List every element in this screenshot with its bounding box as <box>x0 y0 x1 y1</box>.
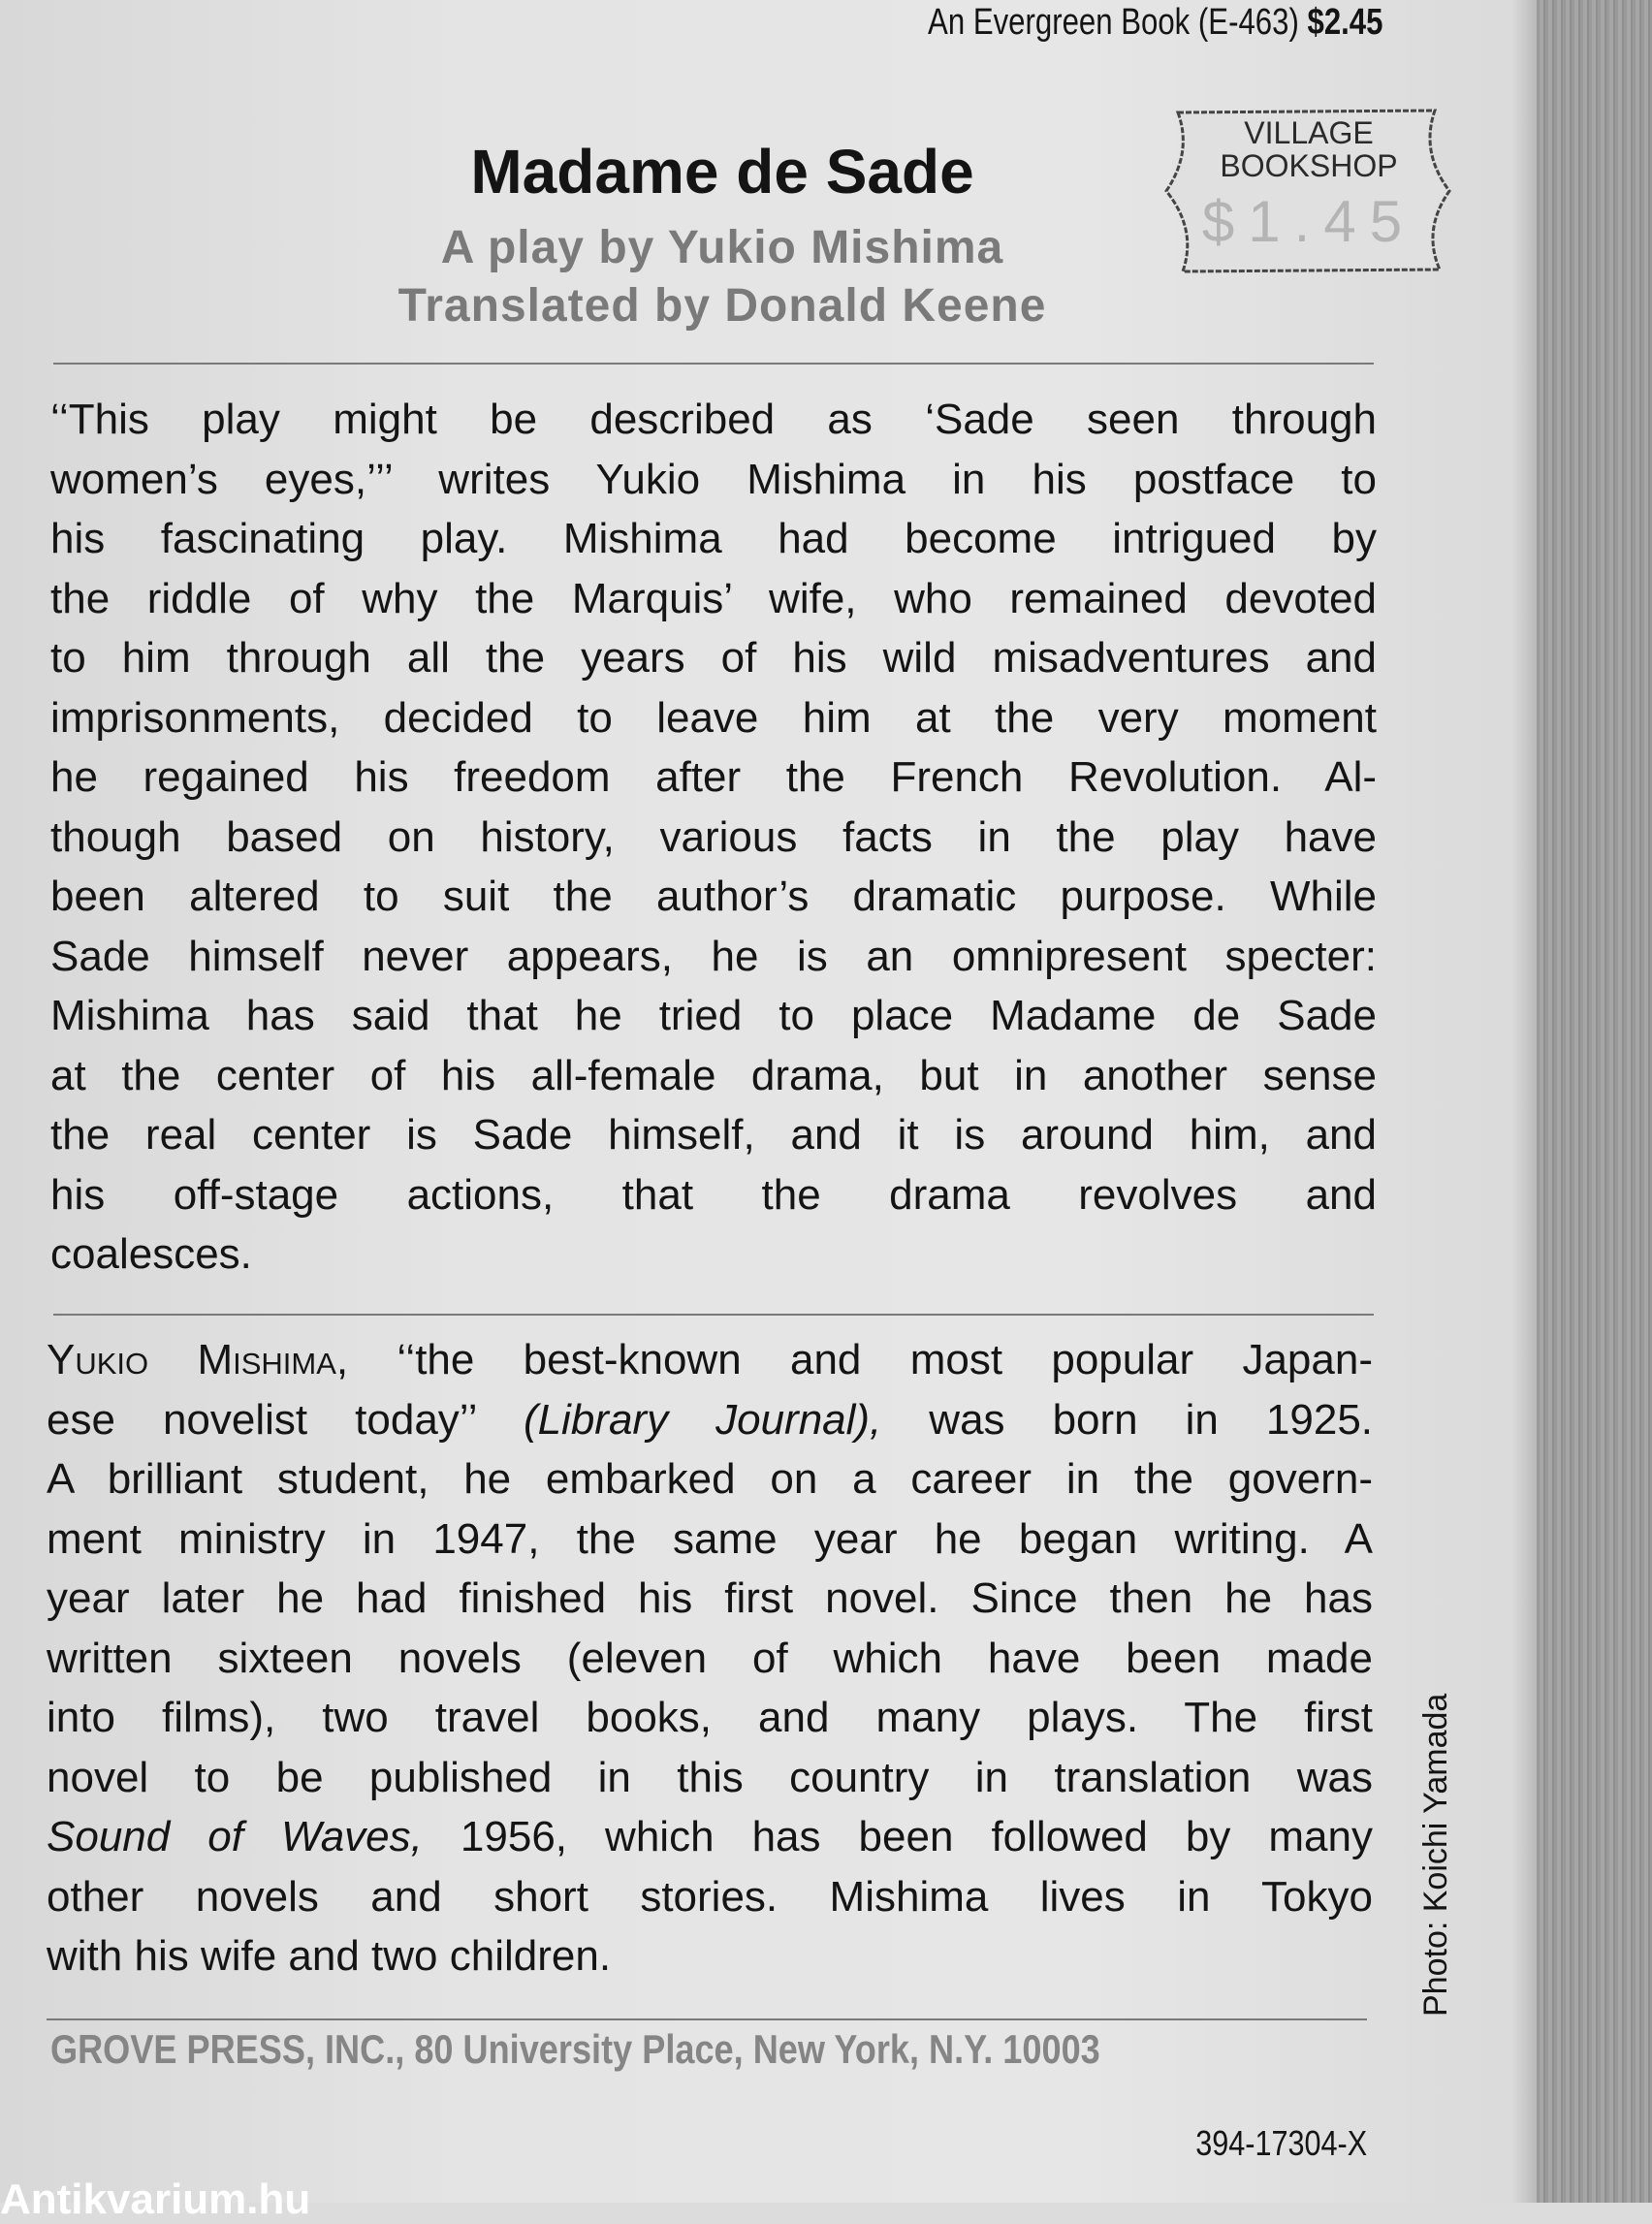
text-line: to him through all the years of his wild misadventures and <box>50 634 1377 682</box>
text-line: at the center of his all-female drama, but in another sense <box>50 1051 1377 1099</box>
book-spine <box>1537 0 1652 2203</box>
stamp-line2: BOOKSHOP <box>1220 148 1398 183</box>
text-line: the real center is Sade himself, and it is around him, and <box>50 1111 1377 1159</box>
translator-line: Translated by Donald Keene <box>397 280 1047 332</box>
isbn: 394-17304-X <box>1195 2123 1367 2163</box>
text-line: written sixteen novels (eleven of which have been made <box>47 1634 1373 1682</box>
text-line: women’s eyes,’’’ writes Yukio Mishima in his postface to <box>50 455 1377 503</box>
author-line: A play by Yukio Mishima <box>440 222 1004 273</box>
book-title-italic: Sound of Waves, <box>47 1813 423 1860</box>
cover-price: $2.45 <box>1307 2 1382 43</box>
text-line: year later he had finished his first novel. Since then he has <box>47 1574 1373 1622</box>
author-bio-paragraph <box>47 1330 1373 1986</box>
text-line: his off-stage actions, that the drama revolves and <box>50 1170 1377 1219</box>
series-info <box>928 2 1382 44</box>
book-title: Madame de Sade <box>470 137 974 207</box>
divider <box>53 363 1374 365</box>
text-line: coalesces. <box>50 1230 252 1278</box>
stamp-price: $1.45 <box>1201 189 1416 254</box>
series-label: An Evergreen Book (E-463) <box>927 2 1299 43</box>
divider <box>53 1314 1374 1316</box>
text-span: ese novelist today’’ <box>47 1395 524 1444</box>
text-line: he regained his freedom after the French Revolution. Al- <box>50 753 1377 801</box>
text-line: the riddle of why the Marquis’ wife, who remained devoted <box>50 574 1377 622</box>
publisher-address: GROVE PRESS, INC., 80 University Place, New York, N.Y. 10003 <box>50 2026 1100 2072</box>
text-line <box>47 1330 1373 1390</box>
text-line: into films), two travel books, and many plays. The first <box>47 1694 1373 1741</box>
text-line: imprisonments, decided to leave him at the very moment <box>50 693 1377 742</box>
text-span: was born in 1925. <box>881 1395 1374 1444</box>
text-line: ment ministry in 1947, the same year he began writing. A <box>47 1514 1373 1563</box>
text-span: ‘‘the best-known and most popular Japan- <box>348 1336 1373 1383</box>
text-line: Sade himself never appears, he is an omnipresent specter: <box>50 932 1377 980</box>
text-line: his fascinating play. Mishima had become intrigued by <box>50 515 1377 562</box>
text-line: novel to be published in this country in translation was <box>47 1753 1373 1801</box>
author-name: Yukio Mishima, <box>47 1336 349 1383</box>
text-line <box>47 1807 1373 1867</box>
text-line: Mishima has said that he tried to place Madame de Sade <box>50 992 1377 1039</box>
watermark: Antikvarium.hu <box>0 2176 311 2223</box>
photo-credit: Photo: Koichi Yamada <box>1417 1693 1454 2017</box>
text-line: ‘‘This play might be described as ‘Sade seen through <box>50 396 1377 443</box>
text-line: A brilliant student, he embarked on a career in the govern- <box>47 1455 1373 1503</box>
citation: (Library Journal), <box>523 1395 882 1444</box>
divider <box>47 2018 1367 2020</box>
text-line: though based on history, various facts in the play have <box>50 812 1377 861</box>
text-line: other novels and short stories. Mishima lives in Tokyo <box>47 1872 1373 1921</box>
text-line: been altered to suit the author’s dramatic purpose. While <box>50 873 1377 920</box>
description-paragraph <box>50 390 1377 1285</box>
text-line: with his wife and two children. <box>47 1932 612 1980</box>
text-span: 1956, which has been followed by many <box>422 1813 1373 1860</box>
text-line <box>47 1390 1373 1450</box>
stamp-line1: VILLAGE <box>1244 115 1374 150</box>
